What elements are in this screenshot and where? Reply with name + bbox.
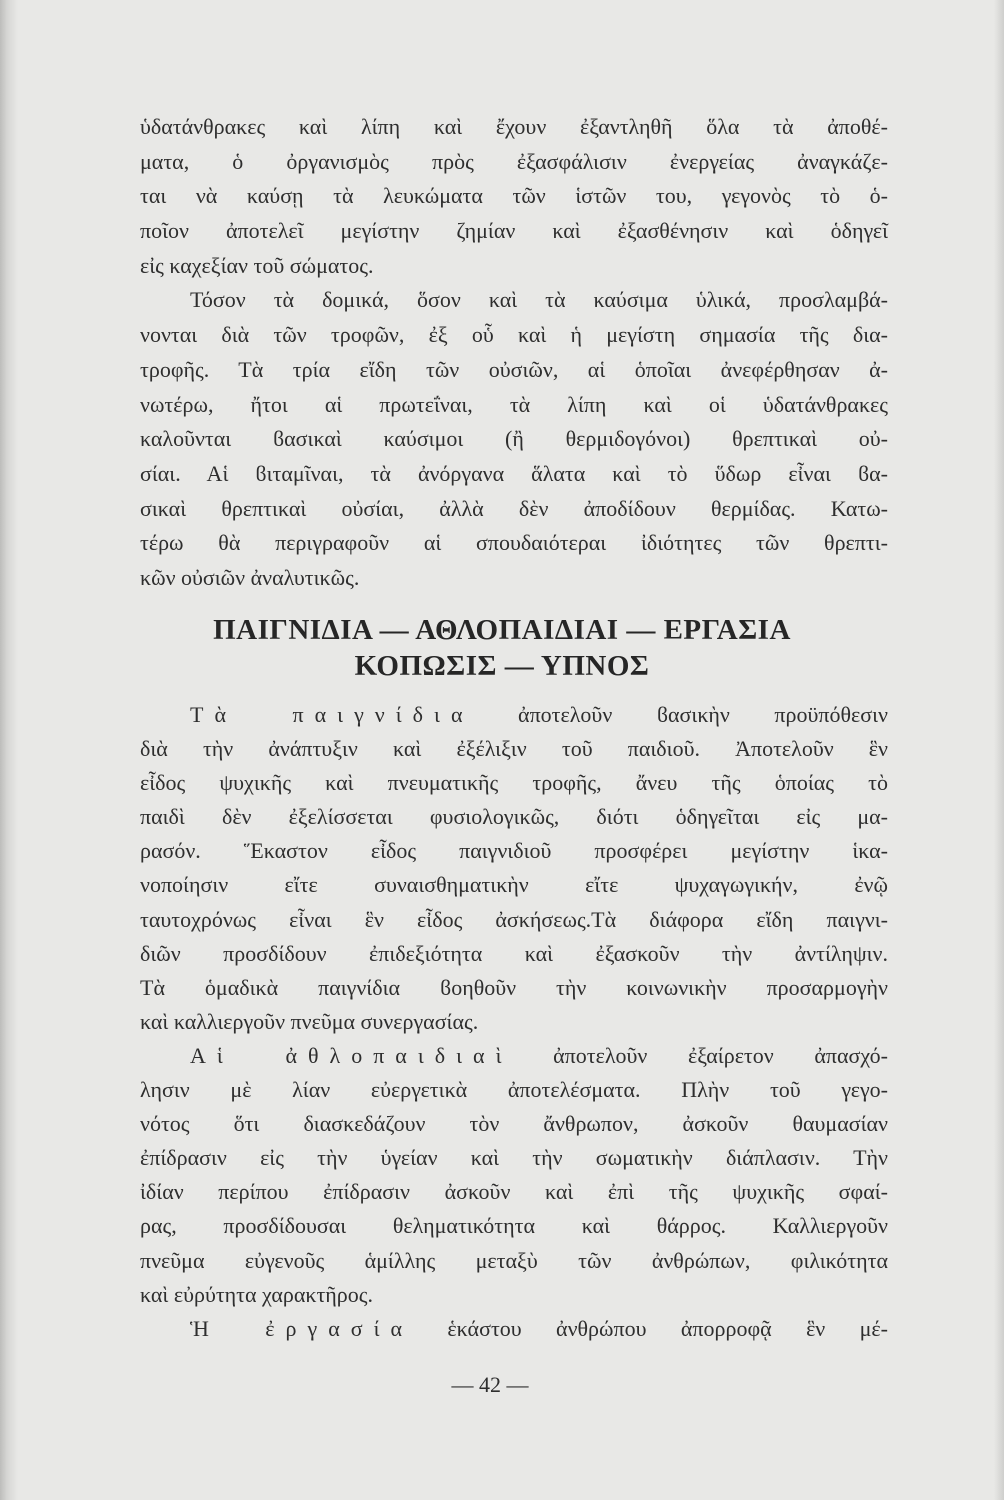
text-line: τροφῆς. Τὰ τρία εἴδη τῶν οὐσιῶν, αἱ ὁποῖαι ἀνεφέρθησαν ἀ- — [140, 356, 888, 382]
section-heading-line-1: ΠΑΙΓΝΙΔΙΑ — ΑΘΛΟΠΑΙΔΙΑΙ — ΕΡΓΑΣΙΑ — [213, 614, 791, 646]
text-line: νότος ὅτι διασκεδάζουν τὸν ἄνθρωπον, ἀσκοῦν θαυμασίαν — [140, 1111, 888, 1137]
paragraph-2 — [140, 283, 888, 595]
text-run: ἀποτελοῦν ϐασικὴν προϋπόθεσιν — [518, 702, 889, 727]
text-line: τέρω θὰ περιγραφοῦν αἱ σπουδαιότεραι ἰδιότητες τῶν θρεπτι- — [140, 530, 888, 556]
text-line — [140, 1312, 888, 1346]
text-line: εἰς καχεξίαν τοῦ σώματος. — [140, 252, 374, 278]
text-line: λησιν μὲ λίαν εὐεργετικὰ ἀποτελέσματα. Πλὴν τοῦ γεγο- — [140, 1077, 888, 1103]
text-line: κῶν οὐσιῶν ἀναλυτικῶς. — [140, 564, 360, 590]
text-line: καλοῦνται ϐασικαὶ καύσιμοι (ἢ θερμιδογόνοι) θρεπτικαὶ οὐ- — [140, 426, 888, 452]
text-line: Τόσον τὰ δομικά, ὅσον καὶ τὰ καύσιμα ὑλικά, προσλαμβά- — [190, 287, 888, 313]
text-block-bottom — [140, 698, 888, 1346]
page-edge-shadow — [994, 0, 1004, 1500]
text-line: Τὰ ὁμαδικὰ παιγνίδια ϐοηθοῦν τὴν κοινωνικὴν προσαρμογὴν — [140, 974, 888, 1000]
text-run: ἀποτελοῦν ἐξαίρετον ἀπασχό- — [553, 1042, 889, 1068]
text-run: ἑκάστου ἀνθρώπου ἀπορροφᾷ ἓν μέ- — [447, 1315, 888, 1341]
text-line: παιδὶ δὲν ἐξελίσσεται φυσιολογικῶς, διότι ὁδηγεῖται εἰς μα- — [140, 804, 888, 830]
emphasized-term: Τὰ παιγνίδια — [190, 702, 474, 727]
text-line: σικαὶ θρεπτικαὶ οὐσίαι, ἀλλὰ δὲν ἀποδίδουν θερμίδας. Κατω- — [140, 495, 888, 521]
text-line: νοποίησιν εἴτε συναισθηματικὴν εἴτε ψυχαγωγικήν, ἐνῷ — [140, 872, 888, 898]
page-number: — 42 — — [451, 1372, 529, 1397]
section-heading — [0, 612, 1004, 684]
text-line: διῶν προσδίδουν ἐπιδεξιότητα καὶ ἐξασκοῦν τὴν ἀντίληψιν. — [140, 940, 888, 966]
paragraph-games — [140, 698, 888, 1039]
text-line — [140, 1039, 888, 1073]
text-line: πνεῦμα εὐγενοῦς ἁμίλλης μεταξὺ τῶν ἀνθρώπων, φιλικότητα — [140, 1247, 888, 1273]
text-line: εἶδος ψυχικῆς καὶ πνευματικῆς τροφῆς, ἄνευ τῆς ὁποίας τὸ — [140, 770, 888, 796]
text-line: ρας, προσδίδουσαι θεληματικότητα καὶ θάρρος. Καλλιεργοῦν — [140, 1213, 888, 1239]
text-line: ἐπίδρασιν εἰς τὴν ὑγείαν καὶ τὴν σωματικὴν διάπλασιν. Τὴν — [140, 1145, 888, 1171]
text-line: καὶ εὐρύτητα χαρακτῆρος. — [140, 1281, 373, 1307]
text-block-top — [140, 110, 888, 596]
text-line: ποῖον ἀποτελεῖ μεγίστην ζημίαν καὶ ἐξασθένησιν καὶ ὁδηγεῖ — [140, 218, 888, 244]
text-line: νωτέρω, ἤτοι αἱ πρωτεΐναι, τὰ λίπη καὶ οἱ ὑδατάνθρακες — [140, 391, 888, 417]
text-line: σίαι. Αἱ ϐιταμῖναι, τὰ ἀνόργανα ἅλατα καὶ τὸ ὕδωρ εἶναι ϐα- — [140, 460, 888, 486]
text-line: ται νὰ καύσῃ τὰ λευκώματα τῶν ἱστῶν του, γεγονὸς τὸ ὁ- — [140, 183, 888, 209]
page-binding-shadow — [0, 0, 18, 1500]
text-line: ἰδίαν περίπου ἐπίδρασιν ἀσκοῦν καὶ ἐπὶ τῆς ψυχικῆς σφαί- — [140, 1179, 888, 1205]
text-line: ὑδατάνθρακες καὶ λίπη καὶ ἔχουν ἐξαντληθῆ ὅλα τὰ ἀποθέ- — [140, 114, 888, 139]
text-line: ματα, ὁ ὀργανισμὸς πρὸς ἐξασφάλισιν ἐνεργείας ἀναγκάζε- — [140, 148, 888, 174]
paragraph-1 — [140, 110, 888, 283]
paragraph-work — [140, 1312, 888, 1346]
text-line: ρασόν. Ἕκαστον εἶδος παιγνιδιοῦ προσφέρει μεγίστην ἱκα- — [140, 838, 888, 864]
paragraph-sports — [140, 1039, 888, 1312]
text-line: ταυτοχρόνως εἶναι ἓν εἶδος ἀσκήσεως.Τὰ διάφορα εἴδη παιγνι- — [140, 906, 888, 932]
text-line: καὶ καλλιεργοῦν πνεῦμα συνεργασίας. — [140, 1008, 479, 1034]
text-line — [140, 698, 888, 732]
emphasized-term: Ἡ ἐργασία — [190, 1315, 414, 1341]
text-line: διὰ τὴν ἀνάπτυξιν καὶ ἐξέλιξιν τοῦ παιδιοῦ. Ἀποτελοῦν ἓν — [140, 736, 888, 762]
emphasized-term: Αἱ ἀθλοπαιδιαὶ — [190, 1042, 513, 1068]
text-line: νονται διὰ τῶν τροφῶν, ἐξ οὗ καὶ ἡ μεγίστη σημασία τῆς δια- — [140, 322, 888, 348]
section-heading-line-2: ΚΟΠΩΣΙΣ — ΥΠΝΟΣ — [354, 650, 650, 682]
